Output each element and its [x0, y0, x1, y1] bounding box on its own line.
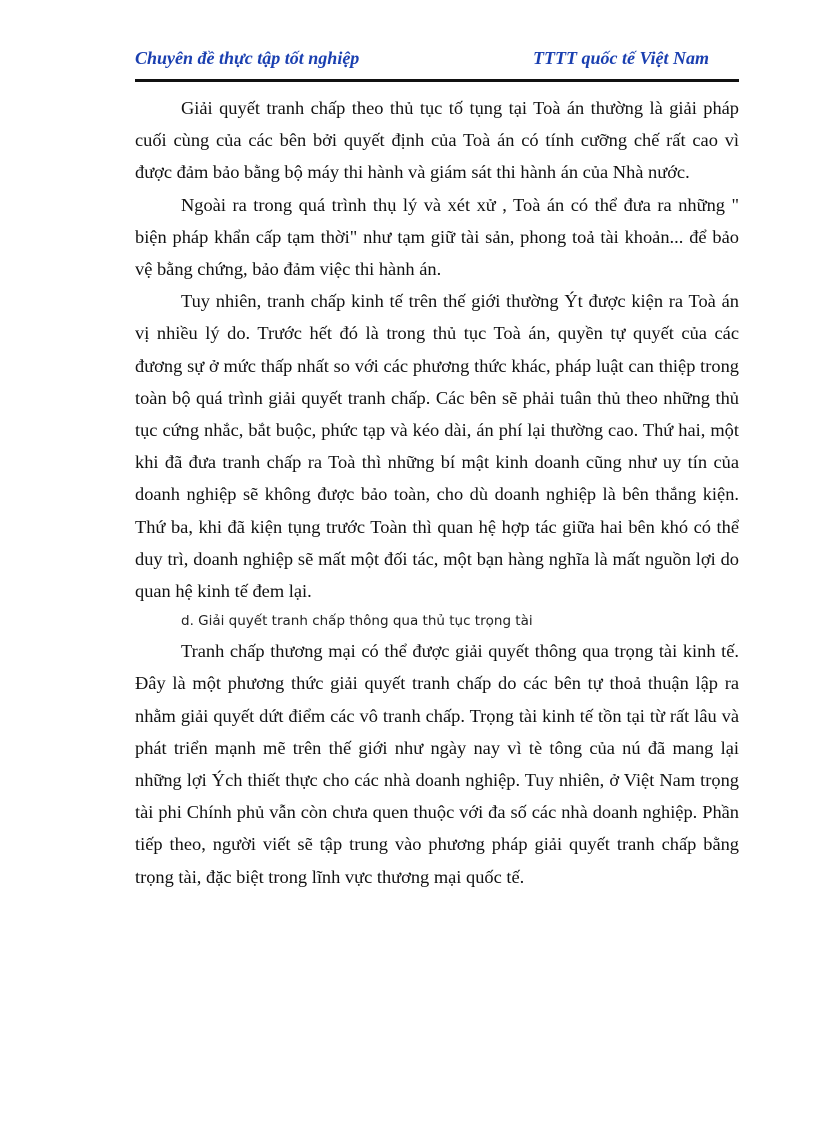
header-organization: TTTT quốc tế Việt Nam: [533, 48, 709, 68]
paragraph-court-drawbacks: Tuy nhiên, tranh chấp kinh tế trên thế giới thường Ýt được kiện ra Toà án vị nhiều lý do. Trước hết đó là trong thủ tục Toà án, quyền tự quyết của các đương sự ở mức thấp nhất so với các phương thức khác, pháp luật can thiệp trong toàn bộ quá trình giải quyết tranh chấp. Các bên sẽ phải tuân thủ theo những thủ tục cứng nhắc, bắt buộc, phức tạp và kéo dài, án phí lại thường cao. Thứ hai, một khi đã đưa tranh chấp ra Toà thì những bí mật kinh doanh cũng như uy tín của doanh nghiệp sẽ không được bảo toàn, cho dù doanh nghiệp là bên thắng kiện. Thứ ba, khi đã kiện tụng trước Toàn thì quan hệ hợp tác giữa hai bên khó có thể duy trì, doanh nghiệp sẽ mất một đối tác, một bạn hàng nghĩa là mất nguồn lợi do quan hệ kinh tế đem lại.: [135, 291, 739, 602]
paragraph-interim-measures: Ngoài ra trong quá trình thụ lý và xét xử , Toà án có thể đưa ra những " biện pháp khẩn cấp tạm thời" như tạm giữ tài sản, phong toả tài khoản... để bảo vệ bằng chứng, bảo đảm việc thi hành án.: [135, 194, 739, 280]
paragraph-arbitration-intro: Tranh chấp thương mại có thể được giải quyết thông qua trọng tài kinh tế. Đây là một phương thức giải quyết tranh chấp do các bên tự thoả thuận lập ra nhằm giải quyết dứt điểm các vô tranh chấp. Trọng tài kinh tế tồn tại từ rất lâu và phát triển mạnh mẽ trên thế giới như ngày nay vì tè tông của nú đã mang lại những lợi Ých thiết thực cho các nhà doanh nghiệp. Tuy nhiên, ở Việt Nam trọng tài phi Chính phủ vẫn còn chưa quen thuộc với đa số các nhà doanh nghiệp. Phần tiếp theo, người viết sẽ tập trung vào phương pháp giải quyết tranh chấp bằng trọng tài, đặc biệt trong lĩnh vực thương mại quốc tế.: [135, 641, 739, 887]
paragraph-court-resolution: Giải quyết tranh chấp theo thủ tục tố tụng tại Toà án thường là giải pháp cuối cùng của các bên bởi quyết định của Toà án có tính cưỡng chế rất cao vì được đảm bảo bằng bộ máy thi hành và giám sát thi hành án của Nhà nước.: [135, 98, 739, 183]
document-body: [135, 92, 739, 893]
header-document-title: Chuyên đề thực tập tốt nghiệp: [135, 48, 360, 68]
page-header: [135, 48, 739, 82]
section-heading-arbitration: d. Giải quyết tranh chấp thông qua thủ tục trọng tài: [181, 613, 533, 630]
